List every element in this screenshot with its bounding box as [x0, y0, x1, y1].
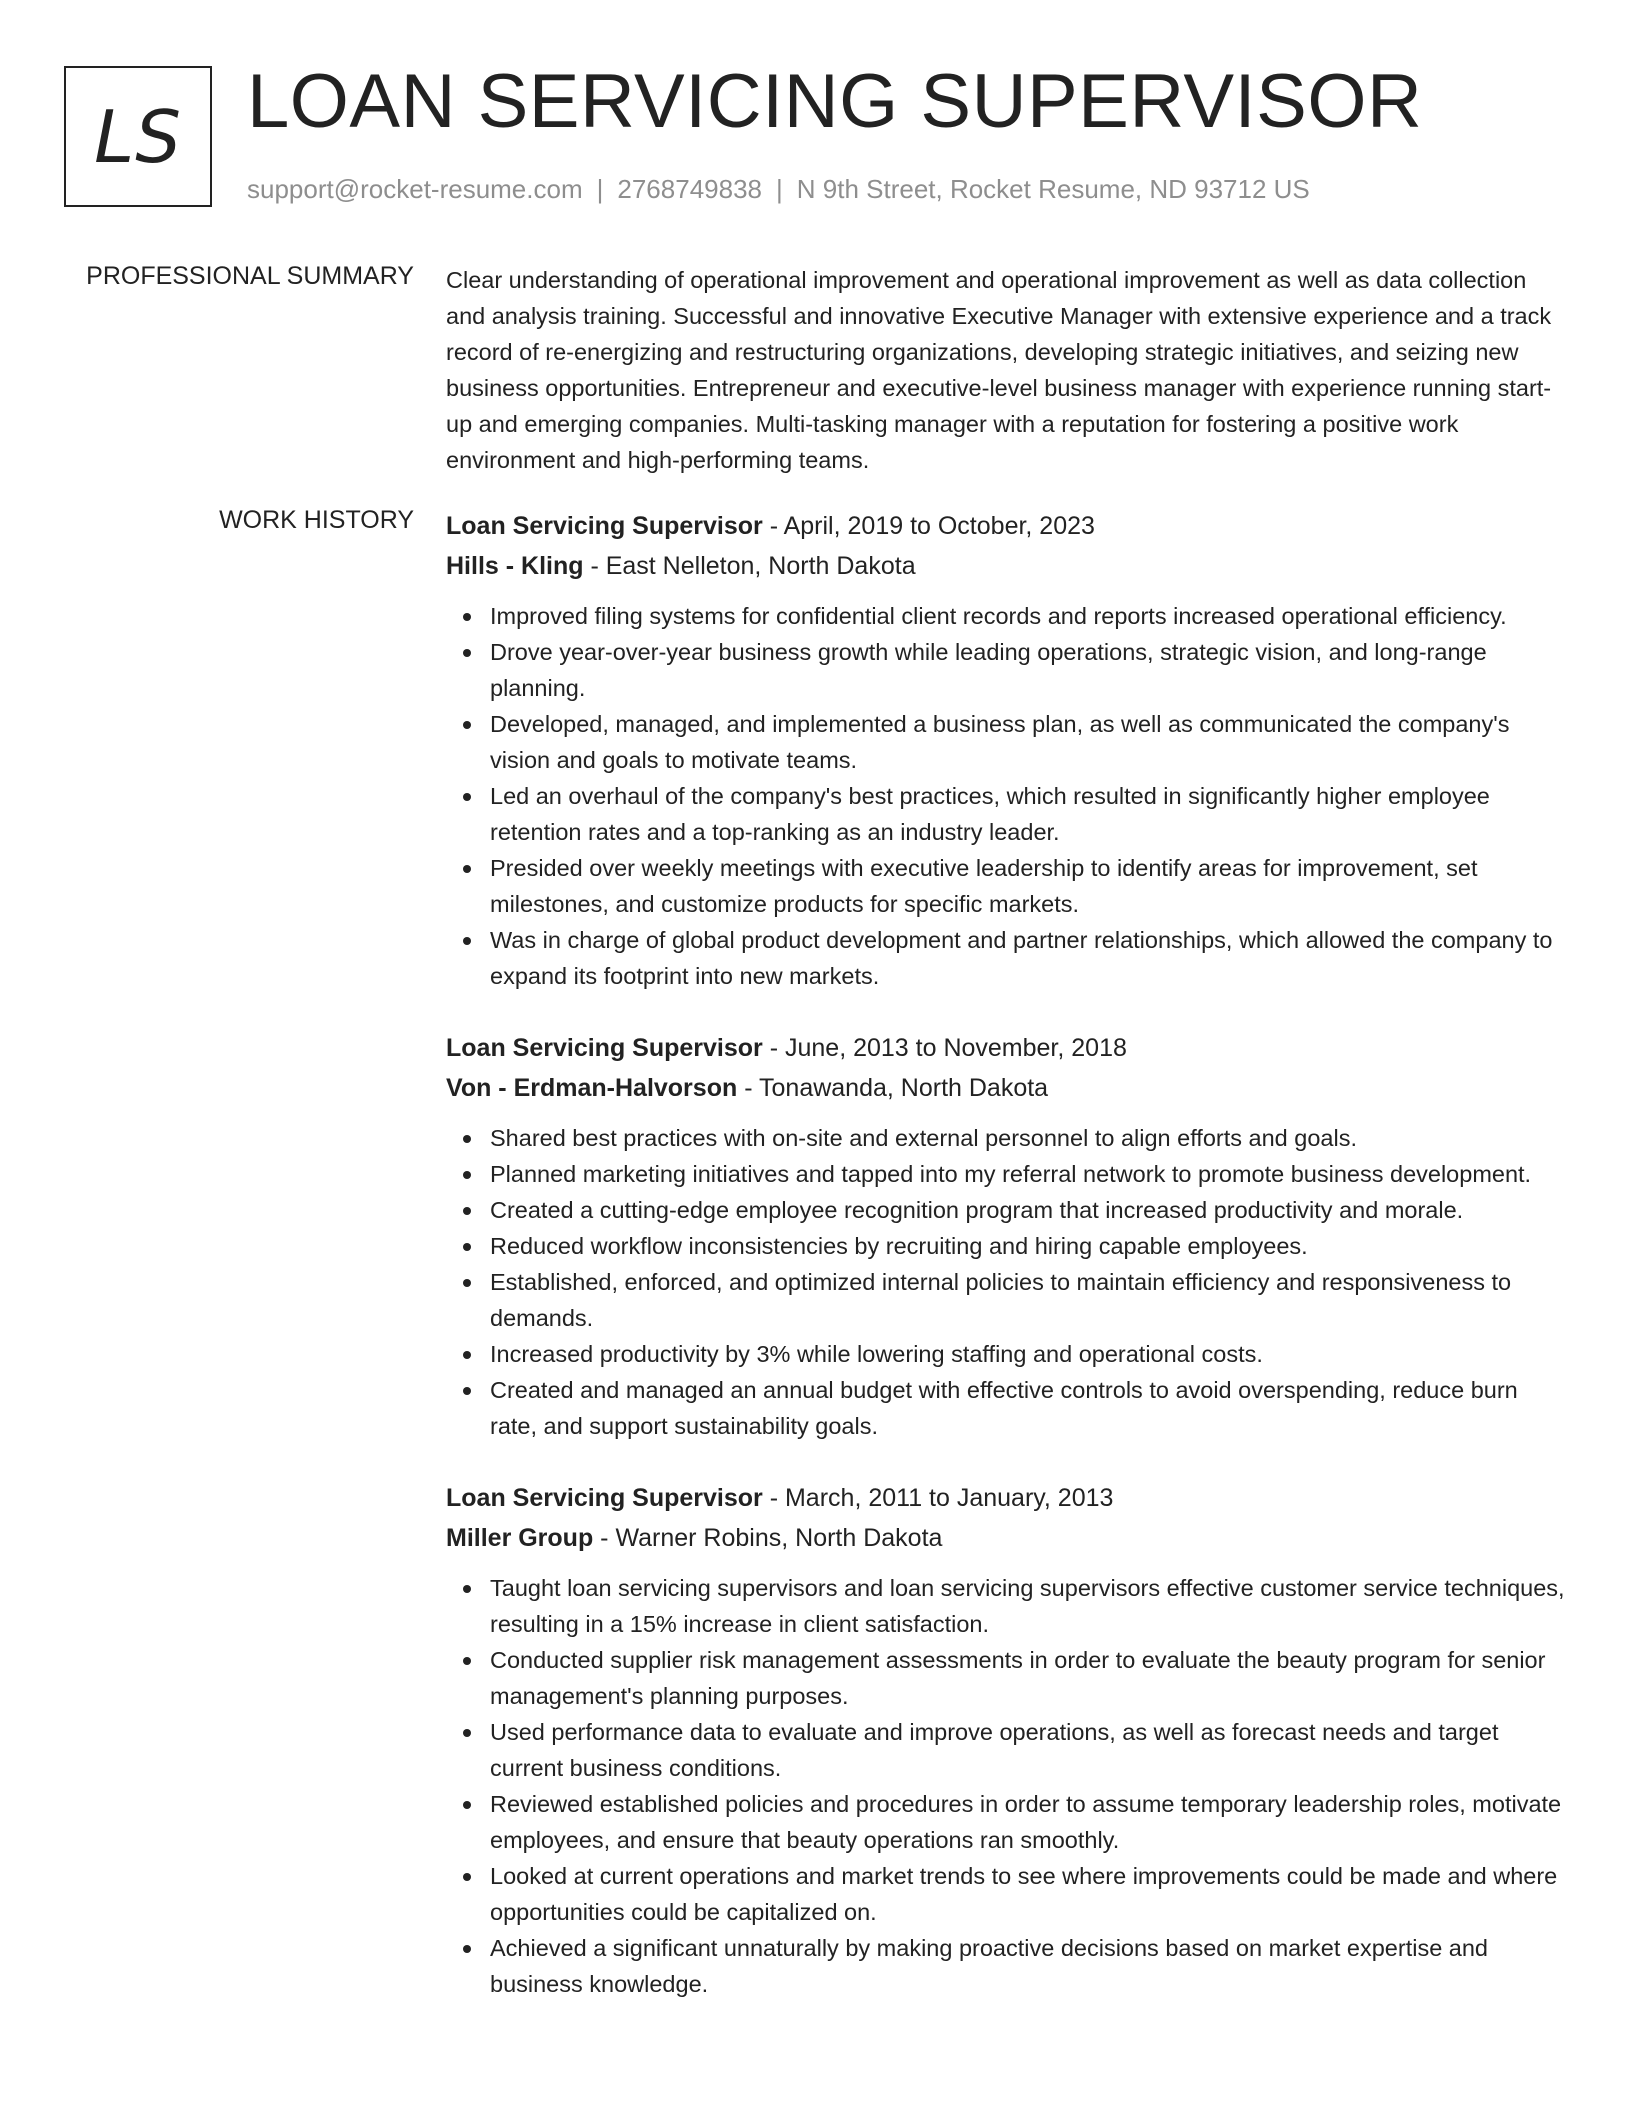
bullet-icon — [463, 649, 471, 657]
bullet-text: Increased productivity by 3% while lowering staffing and operational costs. — [490, 1341, 1263, 1367]
job-bullets — [446, 598, 1566, 994]
list-item — [446, 634, 1566, 706]
job-location: - Tonawanda, North Dakota — [737, 1074, 1049, 1102]
job-bullets — [446, 1570, 1566, 2002]
list-item — [446, 1156, 1566, 1192]
bullet-icon — [463, 1387, 471, 1395]
contact-separator: | — [776, 174, 783, 204]
bullet-icon — [463, 613, 471, 621]
bullet-icon — [463, 1729, 471, 1737]
job-company-line — [446, 546, 1566, 586]
job-dates: - March, 2011 to January, 2013 — [762, 1484, 1114, 1512]
job-entry — [446, 1478, 1566, 2002]
list-item — [446, 1264, 1566, 1336]
contact-line — [247, 174, 1310, 205]
bullet-icon — [463, 1873, 471, 1881]
contact-email[interactable]: support@rocket-resume.com — [247, 174, 583, 204]
page-title: LOAN SERVICING SUPERVISOR — [247, 59, 1423, 144]
contact-separator: | — [596, 174, 604, 204]
job-title-line — [446, 506, 1566, 546]
job-title: Loan Servicing Supervisor — [446, 512, 763, 540]
summary-text: Clear understanding of operational improvement and operational improvement as well as data collection and analysis training. Successful and innovative Executive Manager with extensive experience and a track record of re-energizing and restructuring organizations, developing strategic initiatives, and seizing new business opportunities. Entrepreneur and executive-level business manager with experience running start-up and emerging companies. Multi-tasking manager with a reputation for fostering a positive work environment and high-performing teams. — [446, 267, 1552, 473]
bullet-icon — [463, 1243, 471, 1251]
bullet-text: Shared best practices with on-site and external personnel to align efforts and goals. — [490, 1125, 1357, 1151]
bullet-text: Looked at current operations and market trends to see where improvements could be made and where opportunities could be capitalized on. — [490, 1863, 1558, 1925]
bullet-text: Achieved a significant unnaturally by making proactive decisions based on market expertise and business knowledge. — [490, 1935, 1489, 1997]
bullet-icon — [463, 1945, 471, 1953]
section-heading: PROFESSIONAL SUMMARY — [86, 262, 414, 290]
bullet-text: Created and managed an annual budget with effective controls to avoid overspending, reduce burn rate, and support sustainability goals. — [490, 1377, 1518, 1439]
contact-address: N 9th Street, Rocket Resume, ND 93712 US — [796, 174, 1310, 204]
bullet-icon — [463, 1657, 471, 1665]
job-bullets — [446, 1120, 1566, 1444]
bullet-icon — [463, 1279, 471, 1287]
bullet-text: Taught loan servicing supervisors and loan servicing supervisors effective customer service techniques, resulting in a 15% increase in client satisfaction. — [490, 1575, 1565, 1637]
job-dates: - April, 2019 to October, 2023 — [762, 512, 1095, 540]
monogram-logo: LS — [64, 66, 212, 207]
company-name: Von - Erdman-Halvorson — [446, 1074, 738, 1102]
resume-header — [64, 59, 1564, 216]
list-item — [446, 1228, 1566, 1264]
bullet-text: Improved filing systems for confidential client records and reports increased operational efficiency. — [490, 603, 1507, 629]
job-location: - Warner Robins, North Dakota — [593, 1524, 943, 1552]
job-company-line — [446, 1518, 1566, 1558]
job-entry — [446, 506, 1566, 994]
bullet-icon — [463, 1135, 471, 1143]
bullet-icon — [463, 1351, 471, 1359]
list-item — [446, 1858, 1566, 1930]
list-item — [446, 778, 1566, 850]
bullet-text: Presided over weekly meetings with executive leadership to identify areas for improvement, set milestones, and customize products for specific markets. — [490, 855, 1478, 917]
bullet-text: Developed, managed, and implemented a business plan, as well as communicated the company's vision and goals to motivate teams. — [490, 711, 1510, 773]
job-title-line — [446, 1028, 1566, 1068]
bullet-text: Conducted supplier risk management assessments in order to evaluate the beauty program for senior management's planning purposes. — [490, 1647, 1546, 1709]
list-item — [446, 922, 1566, 994]
bullet-icon — [463, 793, 471, 801]
bullet-text: Drove year-over-year business growth while leading operations, strategic vision, and long-range planning. — [490, 639, 1487, 701]
contact-phone[interactable]: 2768749838 — [617, 174, 762, 204]
bullet-text: Led an overhaul of the company's best practices, which resulted in significantly higher employee retention rates and a top-ranking as an industry leader. — [490, 783, 1490, 845]
bullet-icon — [463, 1171, 471, 1179]
list-item — [446, 598, 1566, 634]
job-title: Loan Servicing Supervisor — [446, 1034, 763, 1062]
list-item — [446, 1120, 1566, 1156]
bullet-text: Established, enforced, and optimized internal policies to maintain efficiency and responsiveness to demands. — [490, 1269, 1512, 1331]
bullet-text: Planned marketing initiatives and tapped into my referral network to promote business development. — [490, 1161, 1532, 1187]
bullet-icon — [463, 1207, 471, 1215]
bullet-icon — [463, 865, 471, 873]
list-item — [446, 706, 1566, 778]
job-location: - East Nelleton, North Dakota — [583, 552, 916, 580]
bullet-text: Reduced workflow inconsistencies by recruiting and hiring capable employees. — [490, 1233, 1308, 1259]
list-item — [446, 1372, 1566, 1444]
list-item — [446, 1336, 1566, 1372]
bullet-text: Was in charge of global product development and partner relationships, which allowed the company to expand its footprint into new markets. — [490, 927, 1553, 989]
bullet-icon — [463, 721, 471, 729]
list-item — [446, 1714, 1566, 1786]
list-item — [446, 1930, 1566, 2002]
list-item — [446, 850, 1566, 922]
bullet-text: Created a cutting-edge employee recognition program that increased productivity and morale. — [490, 1197, 1464, 1223]
bullet-text: Used performance data to evaluate and improve operations, as well as forecast needs and target current business conditions. — [490, 1719, 1499, 1781]
list-item — [446, 1570, 1566, 1642]
job-title: Loan Servicing Supervisor — [446, 1484, 763, 1512]
section-body — [446, 262, 1566, 478]
jobs-list — [446, 506, 1566, 2036]
job-title-line — [446, 1478, 1566, 1518]
job-entry — [446, 1028, 1566, 1444]
company-name: Hills - Kling — [446, 552, 584, 580]
job-company-line — [446, 1068, 1566, 1108]
bullet-icon — [463, 1585, 471, 1593]
section-heading: WORK HISTORY — [219, 506, 414, 534]
list-item — [446, 1642, 1566, 1714]
bullet-icon — [463, 937, 471, 945]
job-dates: - June, 2013 to November, 2018 — [762, 1034, 1127, 1062]
list-item — [446, 1786, 1566, 1858]
list-item — [446, 1192, 1566, 1228]
bullet-icon — [463, 1801, 471, 1809]
company-name: Miller Group — [446, 1524, 594, 1552]
bullet-text: Reviewed established policies and procedures in order to assume temporary leadership roles, motivate employees, and ensure that beauty operations ran smoothly. — [490, 1791, 1562, 1853]
